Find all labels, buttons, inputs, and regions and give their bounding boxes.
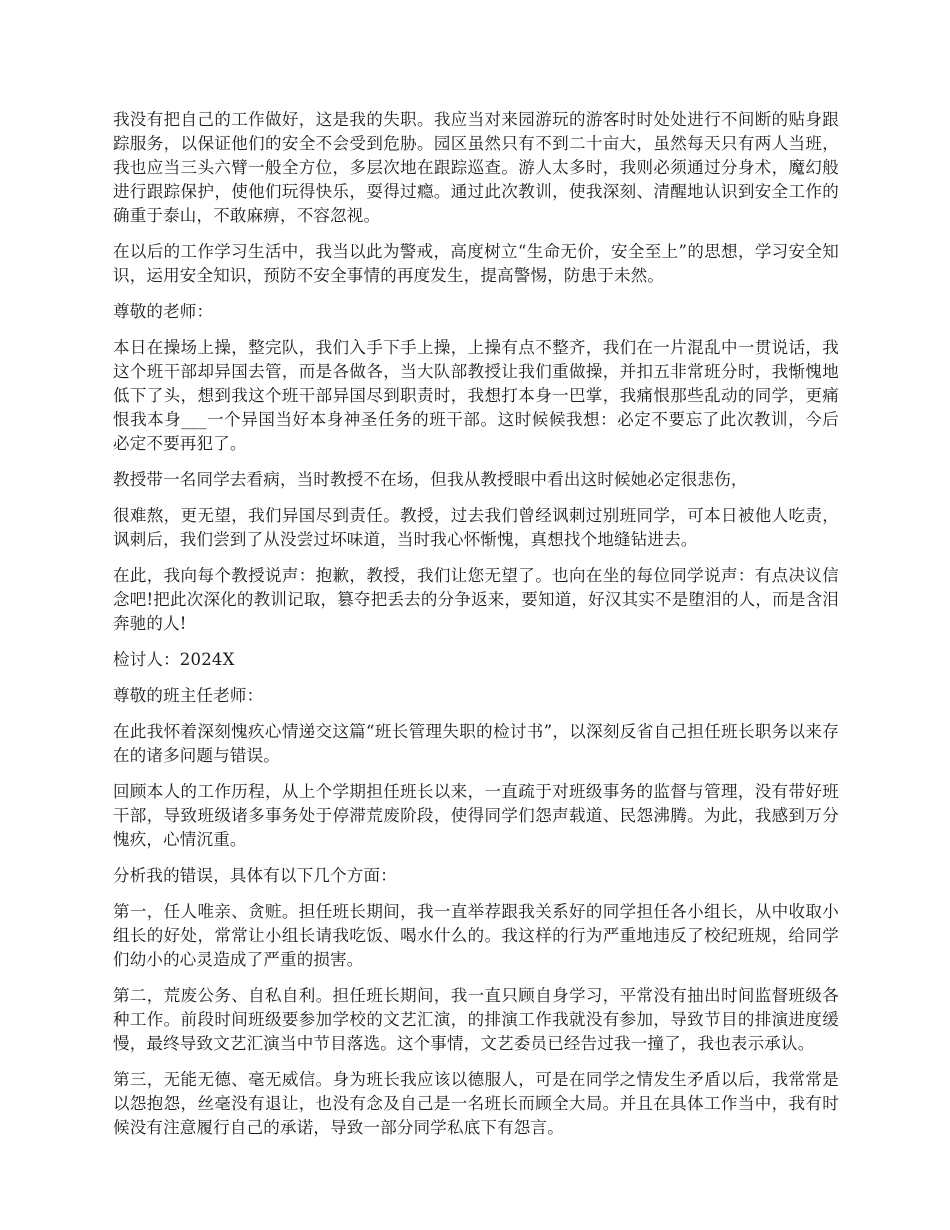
paragraph-10: 第一，任人唯亲、贪赃。担任班长期间，我一直举荐跟我关系好的同学担任各小组长，从中收取小组长的好处，常常让小组长请我吃饭、喝水什么的。我这样的行为严重地违反了校纪班规，给同学们幼小的心灵造成了严重的损害。	[113, 902, 839, 969]
signature-line: 检讨人：2024X	[113, 650, 235, 669]
paragraph-7: 在此我怀着深刻愧疚心情递交这篇“班长管理失职的检讨书”，以深刻反省自己担任班长职务以来存在的诸多问题与错误。	[113, 722, 839, 765]
salutation-head-teacher: 尊敬的班主任老师：	[113, 686, 264, 705]
paragraph-5: 很难熬，更无望，我们异国尽到责任。教授，过去我们曾经讽刺过别班同学，可本日被他人吃责，讽刺后，我们尝到了从没尝过坏味道，当时我心怀惭愧，真想找个地缝钻进去。	[113, 506, 839, 549]
paragraph-2: 在以后的工作学习生活中，我当以此为警戒，高度树立“生命无价，安全至上”的思想，学习安全知识，运用安全知识，预防不安全事情的再度发生，提高警惕，防患于未然。	[113, 242, 839, 285]
paragraph-6: 在此，我向每个教授说声：抱歉，教授，我们让您无望了。也向在坐的每位同学说声：有点决议信念吧!把此次深化的教训记取，篡夺把丢去的分争返来，要知道，好汉其实不是堕泪的人，而是含泪奔驰的人!	[113, 566, 839, 633]
paragraph-12: 第三，无能无德、毫无威信。身为班长我应该以德服人，可是在同学之情发生矛盾以后，我常常是以怨抱怨，丝毫没有退让，也没有念及自己是一名班长而顾全大局。并且在具体工作当中，我有时候没有注意履行自己的承诺，导致一部分同学私底下有怨言。	[113, 1070, 839, 1137]
paragraph-9: 分析我的错误，具体有以下几个方面：	[113, 866, 397, 885]
paragraph-1: 我没有把自己的工作做好，这是我的失职。我应当对来园游玩的游客时时处处进行不间断的贴身跟踪服务，以保证他们的安全不会受到危胁。园区虽然只有不到二十亩大，虽然每天只有两人当班，我也应当三头六臂一般全方位，多层次地在跟踪巡查。游人太多时，我则必须通过分身术，魔幻般进行跟踪保护，使他们玩得快乐，耍得过瘾。通过此次教训，使我深刻、清醒地认识到安全工作的确重于泰山，不敢麻痹，不容忽视。	[113, 110, 839, 225]
paragraph-8: 回顾本人的工作历程，从上个学期担任班长以来，一直疏于对班级事务的监督与管理，没有带好班干部，导致班级诸多事务处于停滞荒废阶段，使得同学们怨声载道、民怨沸腾。为此，我感到万分愧疚，心情沉重。	[113, 782, 839, 849]
document-body	[113, 108, 839, 1152]
paragraph-4: 教授带一名同学去看病，当时教授不在场，但我从教授眼中看出这时候她必定很悲伤，	[113, 470, 748, 489]
paragraph-11: 第二，荒废公务、自私自利。担任班长期间，我一直只顾自身学习，平常没有抽出时间监督班级各种工作。前段时间班级要参加学校的文艺汇演，的排演工作我就没有参加，导致节目的排演进度缓慢，最终导致文艺汇演当中节目落选。这个事情，文艺委员已经告过我一撞了，我也表示承认。	[113, 986, 839, 1053]
salutation-teacher: 尊敬的老师：	[113, 302, 214, 321]
paragraph-3: 本日在操场上操，整完队，我们入手下手上操，上操有点不整齐，我们在一片混乱中一贯说话，我这个班干部却异国去管，而是各做各，当大队部教授让我们重做操，并扣五非常班分时，我惭愧地低下了头，想到我这个班干部异国尽到职责时，我想打本身一巴掌，我痛恨那些乱动的同学，更痛恨我本身___一个异国当好本身神圣任务的班干部。这时候候我想：必定不要忘了此次教训，今后必定不要再犯了。	[113, 338, 839, 453]
